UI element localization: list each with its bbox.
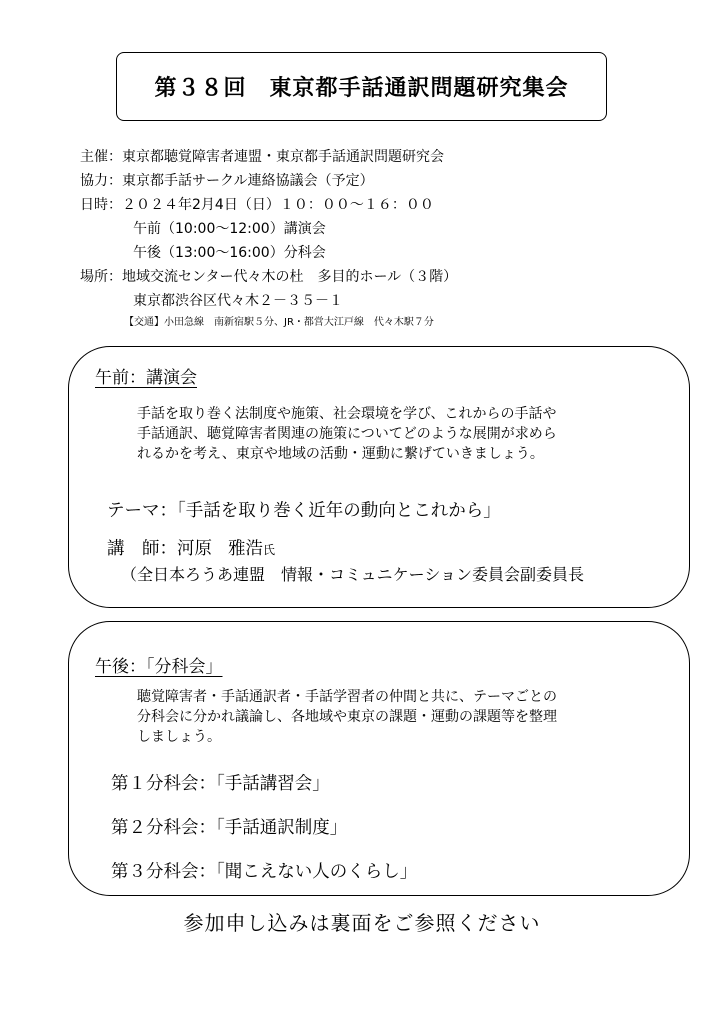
- datetime: 日時：２０２４年2月4日（日）１０：００～１６：００: [80, 197, 434, 213]
- lecturer-affiliation: （全日本ろうあ連盟 情報・コミュニケーション委員会副委員長: [121, 565, 585, 584]
- transport-note: 【交通】小田急線 南新宿駅５分、JR・都営大江戸線 代々木駅７分: [124, 317, 434, 328]
- morning-description-line: れるかを考え、東京や地域の活動・運動に繋げていきましょう。: [137, 446, 544, 462]
- afternoon-panel: [68, 621, 690, 896]
- footer-note: 参加申し込みは裏面をご参照ください: [183, 911, 541, 935]
- afternoon-description-line: 分科会に分かれ議論し、各地域や東京の課題・運動の課題等を整理: [137, 709, 557, 725]
- afternoon-description-line: 聴覚障害者・手話通訳者・手話学習者の仲間と共に、テーマごとの: [137, 689, 557, 705]
- afternoon-description-line: しましょう。: [137, 729, 221, 745]
- event-info: [80, 145, 457, 333]
- morning-time: 午前（10:00～12:00）講演会: [133, 221, 326, 237]
- title-box: [116, 52, 607, 121]
- lecturer-label: 講 師：: [107, 539, 177, 559]
- afternoon-heading: 午後：「分科会」: [95, 657, 223, 677]
- afternoon-description: [137, 687, 657, 747]
- venue: 場所：地域交流センター代々木の杜 多目的ホール（３階）: [80, 269, 458, 285]
- lecturer-given-name: 雅浩: [228, 539, 263, 559]
- cooperation: 協力：東京都手話サークル連絡協議会（予定）: [80, 173, 374, 189]
- morning-description-line: 手話を取り巻く法制度や施策、社会環境を学び、これからの手話や: [137, 406, 557, 422]
- lecture-theme: テーマ：「手話を取り巻く近年の動向とこれから」: [107, 501, 501, 521]
- morning-heading: 午前：講演会: [95, 368, 197, 388]
- organizer: 主催：東京都聴覚障害者連盟・東京都手話通訳問題研究会: [80, 149, 444, 165]
- address: 東京都渋谷区代々木２－３５－１: [133, 293, 343, 309]
- lecturer: [107, 535, 275, 560]
- morning-description-line: 手話通訳、聴覚障害者関連の施策についてどのような展開が求めら: [137, 426, 557, 442]
- afternoon-time: 午後（13:00～16:00）分科会: [133, 245, 326, 261]
- session-2: 第２分科会：「手話通訳制度」: [111, 818, 348, 838]
- lecturer-honorific: 氏: [263, 543, 276, 557]
- morning-description: [137, 404, 657, 464]
- page-title: 第３８回 東京都手話通訳問題研究集会: [154, 76, 569, 101]
- morning-panel: [68, 346, 690, 608]
- lecturer-name: 河原: [177, 539, 212, 559]
- session-1: 第１分科会：「手話講習会」: [111, 774, 330, 794]
- session-3: 第３分科会：「聞こえない人のくらし」: [111, 862, 418, 882]
